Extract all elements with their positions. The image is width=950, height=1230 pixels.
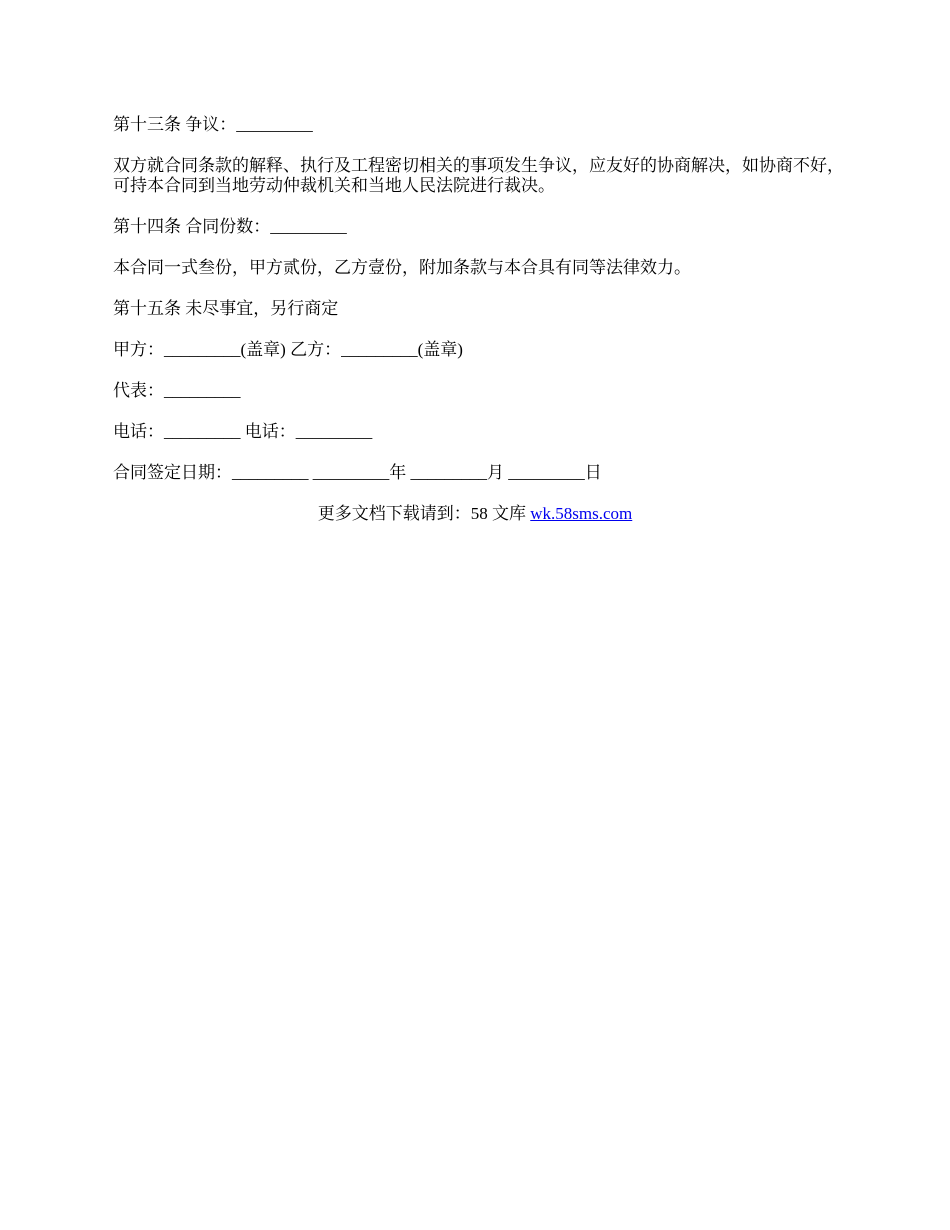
article-14-heading: 第十四条 合同份数：_________ [113, 217, 347, 236]
signing-date-line: 合同签定日期：_________ _________年 _________月 _________日 [113, 463, 602, 482]
footer-link[interactable]: wk.58sms.com [530, 504, 633, 523]
article-14-body: 本合同一式叁份，甲方贰份，乙方壹份，附加条款与本合具有同等法律效力。 [113, 258, 691, 277]
article-13-body: 双方就合同条款的解释、执行及工程密切相关的事项发生争议，应友好的协商解决，如协商不好，可持本合同到当地劳动仲裁机关和当地人民法院进行裁决。 [113, 156, 844, 195]
footer-prefix: 更多文档下载请到：58 文库 [317, 504, 531, 523]
footer [0, 504, 950, 524]
article-15-heading: 第十五条 未尽事宜，另行商定 [113, 299, 339, 318]
representative-line: 代表：_________ [113, 381, 241, 400]
article-13-heading: 第十三条 争议：_________ [113, 115, 313, 134]
phone-line: 电话：_________ 电话：_________ [113, 422, 373, 441]
parties-signature-line: 甲方：_________(盖章) 乙方：_________(盖章) [113, 340, 463, 359]
